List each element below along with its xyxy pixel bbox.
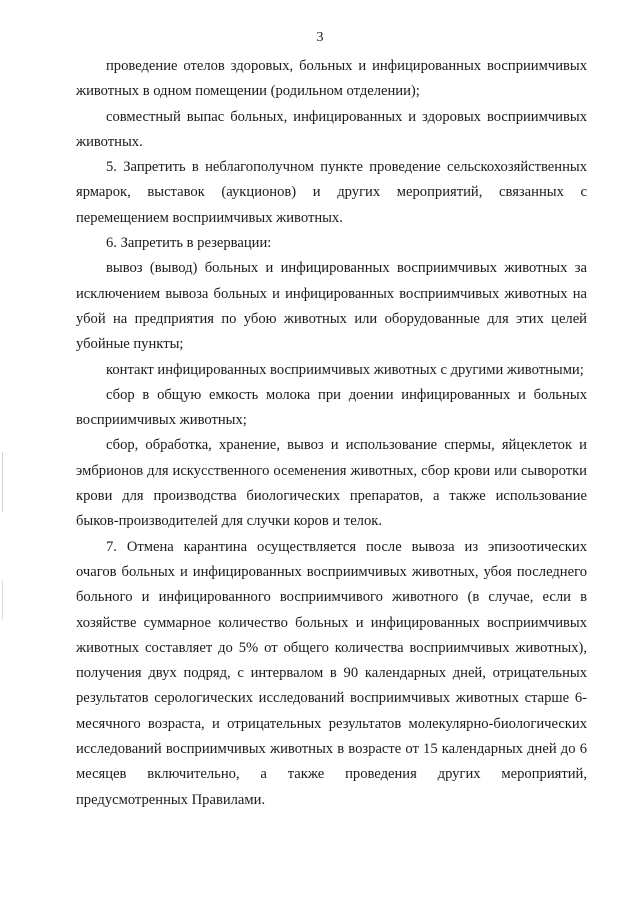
scan-artifact-left-bottom xyxy=(2,580,3,620)
scan-artifact-left-top xyxy=(2,452,3,512)
paragraph-item-5: 5. Запретить в неблагополучном пункте проведение сельскохозяйственных ярмарок, выставок (аукционов) и других мероприятий, связанных с перемещением восприимчивых животных. xyxy=(76,159,587,226)
document-body xyxy=(76,54,587,813)
paragraph-sperm-collection: сбор, обработка, хранение, вывоз и использование спермы, яйцеклеток и эмбрионов для искусственного осеменения животных, сбор крови или сыворотки крови для производства биологических препаратов, а также использование быков-производителей для случки коров и телок. xyxy=(76,437,587,530)
paragraph-calving: проведение отелов здоровых, больных и инфицированных восприимчивых животных в одном помещении (родильном отделении); xyxy=(76,58,587,100)
paragraph-export: вывоз (вывод) больных и инфицированных восприимчивых животных за исключением вывоза больных и инфицированных восприимчивых животных на убой на предприятия по убою животных или оборудованные для этих целей убойные пункты; xyxy=(76,260,587,353)
paragraph-item-7: 7. Отмена карантина осуществляется после вывоза из эпизоотических очагов больных и инфицированных восприимчивых животных, убоя последнего больного и инфицированного восприимчивого животного (в случае, если в хозяйстве суммарное количество больных и инфицированных восприимчивых животных составляет до 5% от общего количества восприимчивых животных), получения двух подряд, с интервалом в 90 календарных дней, отрицательных результатов серологических исследований восприимчивых животных старше 6-месячного возраста, и отрицательных результатов молекулярно-биологических исследований восприимчивых животных в возрасте от 15 календарных дней до 6 месяцев включительно, а также проведения других мероприятий, предусмотренных Правилами. xyxy=(76,538,587,808)
paragraph-contact: контакт инфицированных восприимчивых животных с другими животными; xyxy=(106,361,584,378)
paragraph-joint-grazing: совместный выпас больных, инфицированных и здоровых восприимчивых животных. xyxy=(76,108,587,150)
page-number: 3 xyxy=(316,30,324,45)
paragraph-milk-collection: сбор в общую емкость молока при доении инфицированных и больных восприимчивых животных; xyxy=(76,386,587,429)
paragraph-item-6: 6. Запретить в резервации: xyxy=(106,235,272,252)
